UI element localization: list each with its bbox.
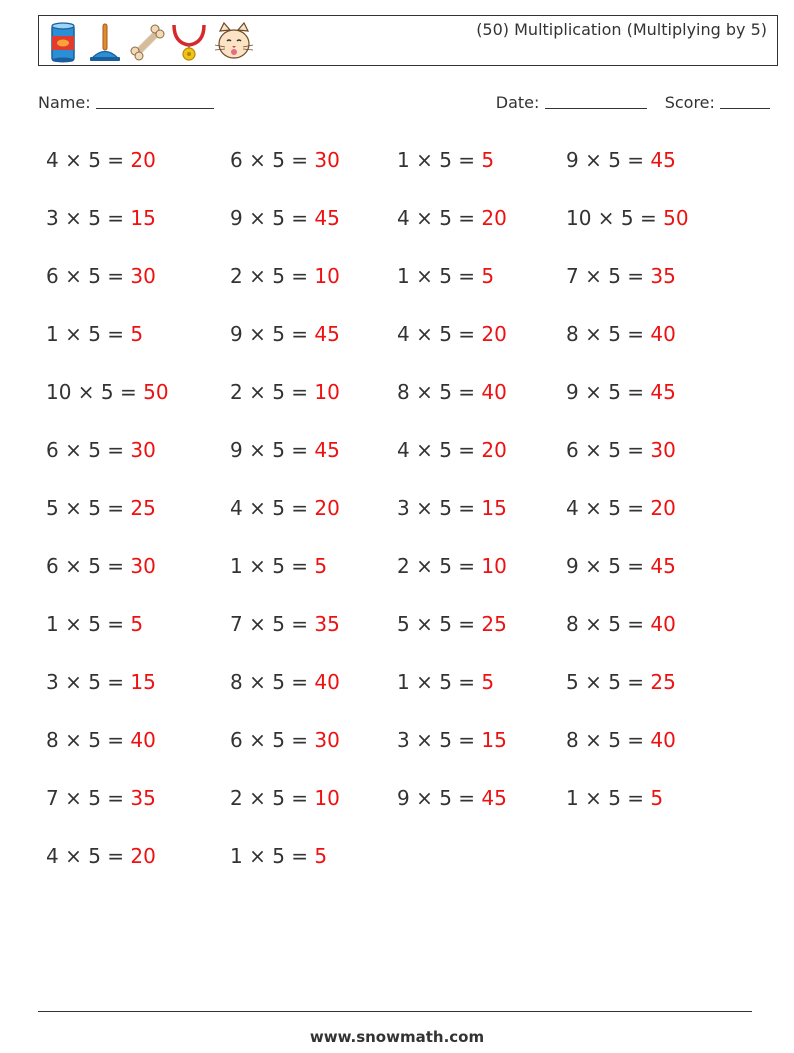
problem-question: 1 × 5 = xyxy=(230,844,315,868)
problem-question: 6 × 5 = xyxy=(230,728,315,752)
problem-item xyxy=(46,380,169,404)
problem-answer: 10 xyxy=(314,264,340,288)
date-label: Date: xyxy=(495,93,540,112)
problem-question: 7 × 5 = xyxy=(46,786,131,810)
problem-answer: 5 xyxy=(314,554,328,578)
problem-answer: 45 xyxy=(650,148,676,172)
problem-answer: 25 xyxy=(650,670,676,694)
problem-answer: 45 xyxy=(314,438,340,462)
problem-item xyxy=(230,206,340,230)
problem-item xyxy=(46,148,156,172)
problem-answer: 30 xyxy=(314,728,340,752)
problem-answer: 5 xyxy=(481,670,495,694)
problem-item xyxy=(46,554,156,578)
tin-can-icon xyxy=(45,21,81,63)
problem-item xyxy=(230,612,340,636)
problem-item xyxy=(397,496,507,520)
problem-answer: 5 xyxy=(481,148,495,172)
problem-item xyxy=(46,612,143,636)
problem-question: 9 × 5 = xyxy=(397,786,482,810)
header-box xyxy=(38,15,778,66)
problem-item xyxy=(230,496,340,520)
problem-question: 6 × 5 = xyxy=(46,554,131,578)
problem-question: 6 × 5 = xyxy=(566,438,651,462)
problem-answer: 15 xyxy=(481,728,507,752)
problem-item xyxy=(566,322,676,346)
problem-item xyxy=(397,438,507,462)
problem-item xyxy=(230,264,340,288)
problem-item xyxy=(566,438,676,462)
footer-divider xyxy=(38,1011,752,1012)
problem-question: 8 × 5 = xyxy=(566,612,651,636)
problem-item xyxy=(46,496,156,520)
problem-answer: 20 xyxy=(650,496,676,520)
problem-answer: 30 xyxy=(314,148,340,172)
icon-strip xyxy=(45,20,255,64)
problem-question: 5 × 5 = xyxy=(397,612,482,636)
problem-item xyxy=(46,844,156,868)
name-label: Name: xyxy=(38,93,91,112)
problem-question: 1 × 5 = xyxy=(397,670,482,694)
problem-answer: 15 xyxy=(130,206,156,230)
problem-answer: 40 xyxy=(650,728,676,752)
problem-question: 5 × 5 = xyxy=(566,670,651,694)
problem-answer: 35 xyxy=(130,786,156,810)
problem-answer: 5 xyxy=(314,844,328,868)
problem-item xyxy=(230,322,340,346)
problem-answer: 30 xyxy=(130,438,156,462)
name-blank[interactable] xyxy=(96,94,214,109)
problem-question: 8 × 5 = xyxy=(566,728,651,752)
problem-question: 9 × 5 = xyxy=(230,206,315,230)
problem-answer: 40 xyxy=(130,728,156,752)
problem-question: 2 × 5 = xyxy=(230,380,315,404)
problem-item xyxy=(230,728,340,752)
problem-item xyxy=(397,612,507,636)
plunger-icon xyxy=(87,21,123,63)
problem-answer: 50 xyxy=(663,206,689,230)
problem-question: 1 × 5 = xyxy=(566,786,651,810)
problem-answer: 5 xyxy=(130,612,144,636)
problem-answer: 5 xyxy=(130,322,144,346)
problem-answer: 40 xyxy=(481,380,507,404)
problem-item xyxy=(397,264,494,288)
problem-item xyxy=(397,786,507,810)
problem-question: 2 × 5 = xyxy=(397,554,482,578)
problem-item xyxy=(230,554,327,578)
problem-answer: 45 xyxy=(650,554,676,578)
problem-question: 8 × 5 = xyxy=(230,670,315,694)
problem-item xyxy=(230,786,340,810)
collar-icon xyxy=(171,21,207,63)
problem-answer: 10 xyxy=(481,554,507,578)
problem-question: 6 × 5 = xyxy=(46,264,131,288)
problem-answer: 20 xyxy=(314,496,340,520)
problem-answer: 35 xyxy=(314,612,340,636)
problem-question: 8 × 5 = xyxy=(566,322,651,346)
score-blank[interactable] xyxy=(720,94,770,109)
score-label: Score: xyxy=(664,93,715,112)
cat-face-icon xyxy=(213,21,255,63)
bone-icon xyxy=(129,21,165,63)
date-blank[interactable] xyxy=(545,94,647,109)
problem-item xyxy=(566,264,676,288)
problem-question: 2 × 5 = xyxy=(230,786,315,810)
problem-answer: 50 xyxy=(143,380,169,404)
problem-item xyxy=(230,380,340,404)
problem-answer: 45 xyxy=(650,380,676,404)
problem-question: 10 × 5 = xyxy=(46,380,144,404)
problem-question: 3 × 5 = xyxy=(46,206,131,230)
problem-question: 8 × 5 = xyxy=(46,728,131,752)
problem-question: 4 × 5 = xyxy=(566,496,651,520)
problem-item xyxy=(397,728,507,752)
problem-item xyxy=(46,438,156,462)
problem-question: 7 × 5 = xyxy=(230,612,315,636)
problem-question: 8 × 5 = xyxy=(397,380,482,404)
problem-item xyxy=(46,264,156,288)
problem-answer: 45 xyxy=(314,206,340,230)
problem-item xyxy=(46,322,143,346)
problem-answer: 45 xyxy=(481,786,507,810)
problem-question: 4 × 5 = xyxy=(46,844,131,868)
problem-question: 9 × 5 = xyxy=(566,148,651,172)
problem-question: 9 × 5 = xyxy=(566,554,651,578)
problem-question: 2 × 5 = xyxy=(230,264,315,288)
problem-item xyxy=(566,728,676,752)
problem-answer: 20 xyxy=(130,844,156,868)
footer-url: www.snowmath.com xyxy=(309,1028,485,1046)
problem-question: 9 × 5 = xyxy=(230,322,315,346)
problem-question: 1 × 5 = xyxy=(46,612,131,636)
problem-answer: 30 xyxy=(130,554,156,578)
problem-question: 1 × 5 = xyxy=(397,264,482,288)
problem-item xyxy=(566,554,676,578)
problem-answer: 40 xyxy=(650,612,676,636)
problem-item xyxy=(397,554,507,578)
name-field[interactable] xyxy=(38,93,214,112)
problem-item xyxy=(566,206,689,230)
problem-answer: 40 xyxy=(650,322,676,346)
problem-answer: 20 xyxy=(481,438,507,462)
problem-item xyxy=(230,148,340,172)
problem-item xyxy=(397,206,507,230)
problem-question: 6 × 5 = xyxy=(46,438,131,462)
problem-question: 1 × 5 = xyxy=(397,148,482,172)
problem-item xyxy=(230,670,340,694)
date-score-fields xyxy=(496,93,770,112)
problem-item xyxy=(397,322,507,346)
problem-question: 10 × 5 = xyxy=(566,206,664,230)
problem-answer: 10 xyxy=(314,380,340,404)
problem-answer: 25 xyxy=(481,612,507,636)
problem-question: 1 × 5 = xyxy=(46,322,131,346)
problem-item xyxy=(46,206,156,230)
problem-item xyxy=(46,728,156,752)
problem-question: 3 × 5 = xyxy=(46,670,131,694)
problem-question: 3 × 5 = xyxy=(397,728,482,752)
problem-answer: 30 xyxy=(650,438,676,462)
problem-question: 1 × 5 = xyxy=(230,554,315,578)
problem-item xyxy=(397,670,494,694)
problem-question: 4 × 5 = xyxy=(397,438,482,462)
problem-item xyxy=(230,438,340,462)
problem-question: 9 × 5 = xyxy=(230,438,315,462)
problem-answer: 25 xyxy=(130,496,156,520)
problem-item xyxy=(566,612,676,636)
problem-question: 4 × 5 = xyxy=(46,148,131,172)
problem-item xyxy=(46,670,156,694)
problem-item xyxy=(566,148,676,172)
problem-answer: 5 xyxy=(650,786,664,810)
problem-answer: 15 xyxy=(481,496,507,520)
problem-question: 4 × 5 = xyxy=(397,322,482,346)
problem-answer: 20 xyxy=(130,148,156,172)
problem-item xyxy=(46,786,156,810)
problem-item xyxy=(566,786,663,810)
problem-question: 4 × 5 = xyxy=(230,496,315,520)
problem-item xyxy=(566,670,676,694)
problem-answer: 40 xyxy=(314,670,340,694)
problem-question: 6 × 5 = xyxy=(230,148,315,172)
problem-answer: 45 xyxy=(314,322,340,346)
problem-answer: 20 xyxy=(481,206,507,230)
worksheet-title: (50) Multiplication (Multiplying by 5) xyxy=(476,20,767,39)
problem-item xyxy=(230,844,327,868)
problem-question: 3 × 5 = xyxy=(397,496,482,520)
problem-answer: 5 xyxy=(481,264,495,288)
problem-answer: 30 xyxy=(130,264,156,288)
problem-question: 5 × 5 = xyxy=(46,496,131,520)
problem-item xyxy=(397,380,507,404)
problem-question: 9 × 5 = xyxy=(566,380,651,404)
problem-answer: 10 xyxy=(314,786,340,810)
problem-item xyxy=(397,148,494,172)
problem-answer: 15 xyxy=(130,670,156,694)
problem-answer: 20 xyxy=(481,322,507,346)
problem-question: 4 × 5 = xyxy=(397,206,482,230)
problem-answer: 35 xyxy=(650,264,676,288)
problem-item xyxy=(566,380,676,404)
problem-question: 7 × 5 = xyxy=(566,264,651,288)
problem-item xyxy=(566,496,676,520)
